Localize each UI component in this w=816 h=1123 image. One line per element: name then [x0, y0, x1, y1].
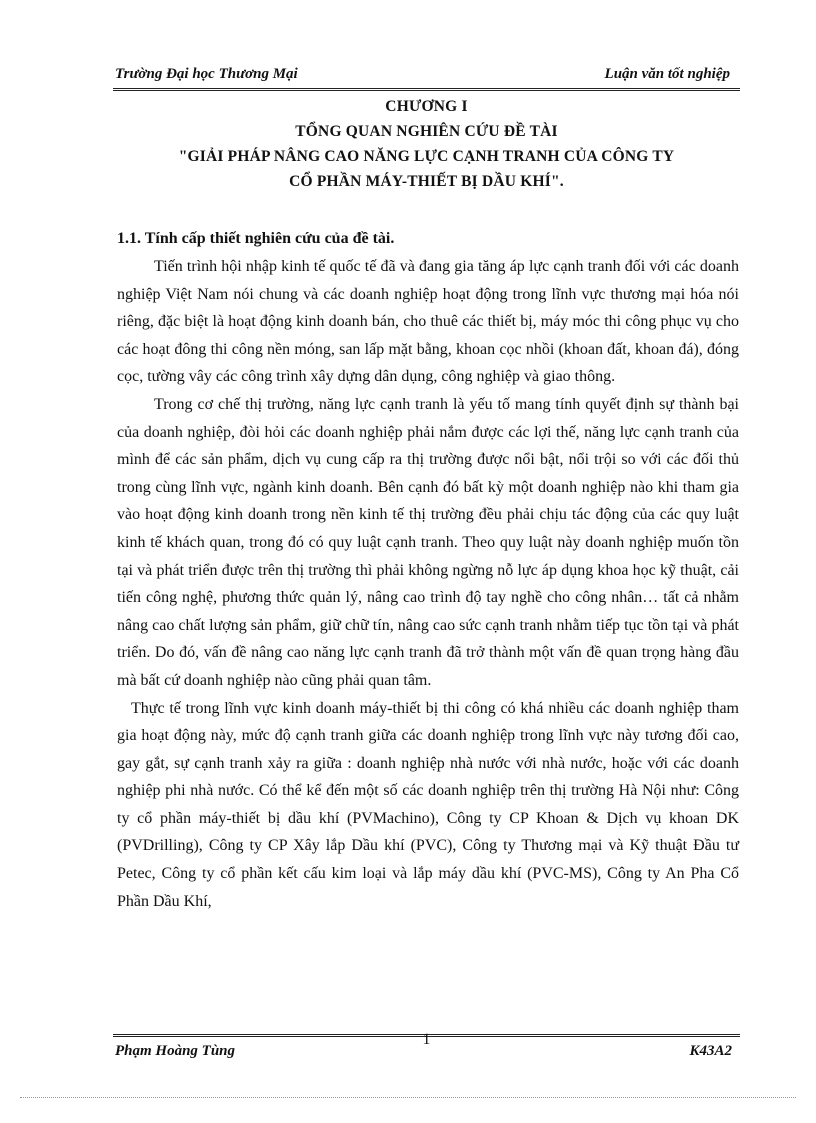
class-code: K43A2: [689, 1043, 732, 1059]
topic-title-line-1: "GIẢI PHÁP NÂNG CAO NĂNG LỰC CẠNH TRANH CỦA CÔNG TY: [178, 148, 675, 165]
author-name: Phạm Hoàng Tùng: [115, 1043, 236, 1059]
document-type: Luận văn tốt nghiệp: [604, 66, 730, 82]
paragraph: Tiến trình hội nhập kinh tế quốc tế đã và đang gia tăng áp lực cạnh tranh đối với các doanh nghiệp Việt Nam nói chung và các doanh nghiệp hoạt động trong lĩnh vực thương mại hóa nói riêng, đặc biệt là hoạt động kinh doanh bán, cho thuê các thiết bị, máy móc thi công phục vụ cho các hoạt đông thi công nền móng, san lấp mặt bằng, khoan cọc nhồi (khoan đất, khoan đá), đóng cọc, tường vây các công trình xây dựng dân dụng, công nghiệp và giao thông.: [117, 258, 739, 386]
university-name: Trường Đại học Thương Mại: [115, 66, 298, 82]
chapter-label: CHƯƠNG I: [385, 98, 468, 115]
paragraph: Thực tế trong lĩnh vực kinh doanh máy-thiết bị thi công có khá nhiều các doanh nghiệp tham gia hoạt động này, mức độ cạnh tranh giữa các doanh nghiệp trong lĩnh vực này tương đối cao, gay gắt, sự cạnh tranh xảy ra giữa : doanh nghiệp nhà nước với nhà nước, hoặc với các doanh nghiệp phi nhà nước. Có thể kể đến một số các doanh nghiệp trên thị trường Hà Nội như: Công ty cổ phần máy-thiết bị dầu khí (PVMachino), Công ty CP Khoan & Dịch vụ khoan DK (PVDrilling), Công ty CP Xây lắp Dầu khí (PVC), Công ty Thương mại và Kỹ thuật Đầu tư Petec, Công ty cổ phần kết cấu kim loại và lắp máy dầu khí (PVC-MS), Công ty An Pha Cổ Phần Dầu Khí,: [117, 699, 739, 910]
page-bottom-divider: [20, 1097, 796, 1098]
page-number: 1: [422, 1031, 431, 1048]
section-heading: 1.1. Tính cấp thiết nghiên cứu của đề tài.: [117, 230, 395, 247]
paragraph: Trong cơ chế thị trường, năng lực cạnh tranh là yếu tố mang tính quyết định sự thành bại của doanh nghiệp, đòi hỏi các doanh nghiệp phải nắm được các lợi thế, năng lực cạnh tranh của mình để các sản phẩm, dịch vụ cung cấp ra thị trường được nổi bật, nổi trội so với các đối thủ trong cùng lĩnh vực, ngành kinh doanh. Bên cạnh đó bất kỳ một doanh nghiệp nào khi tham gia vào hoạt động kinh doanh trong nền kinh tế thị trường đều phải chịu tác động của các quy luật kinh tế khách quan, trong đó có quy luật cạnh tranh. Theo quy luật này doanh nghiệp muốn tồn tại và phát triển được trên thị trường thì phải không ngừng nỗ lực áp dụng khoa học kỹ thuật, cải tiến công nghệ, phương thức quản lý, nâng cao trình độ tay nghề cho công nhân… tất cả nhằm nâng cao chất lượng sản phẩm, giữ chữ tín, nâng cao sức cạnh tranh nhằm tiếp tục tồn tại và phát triển. Do đó, vấn đề nâng cao năng lực cạnh tranh đã trở thành một vấn đề quan trọng hàng đầu mà bất cứ doanh nghiệp nào cũng phải quan tâm.: [117, 395, 739, 689]
body-text: [117, 253, 739, 915]
page-header: [113, 66, 740, 91]
overview-title: TỔNG QUAN NGHIÊN CỨU ĐỀ TÀI: [295, 123, 558, 140]
page-footer: [113, 1031, 740, 1067]
topic-title-line-2: CỔ PHẦN MÁY-THIẾT BỊ DẦU KHÍ".: [289, 173, 564, 190]
chapter-titles: [113, 94, 740, 194]
